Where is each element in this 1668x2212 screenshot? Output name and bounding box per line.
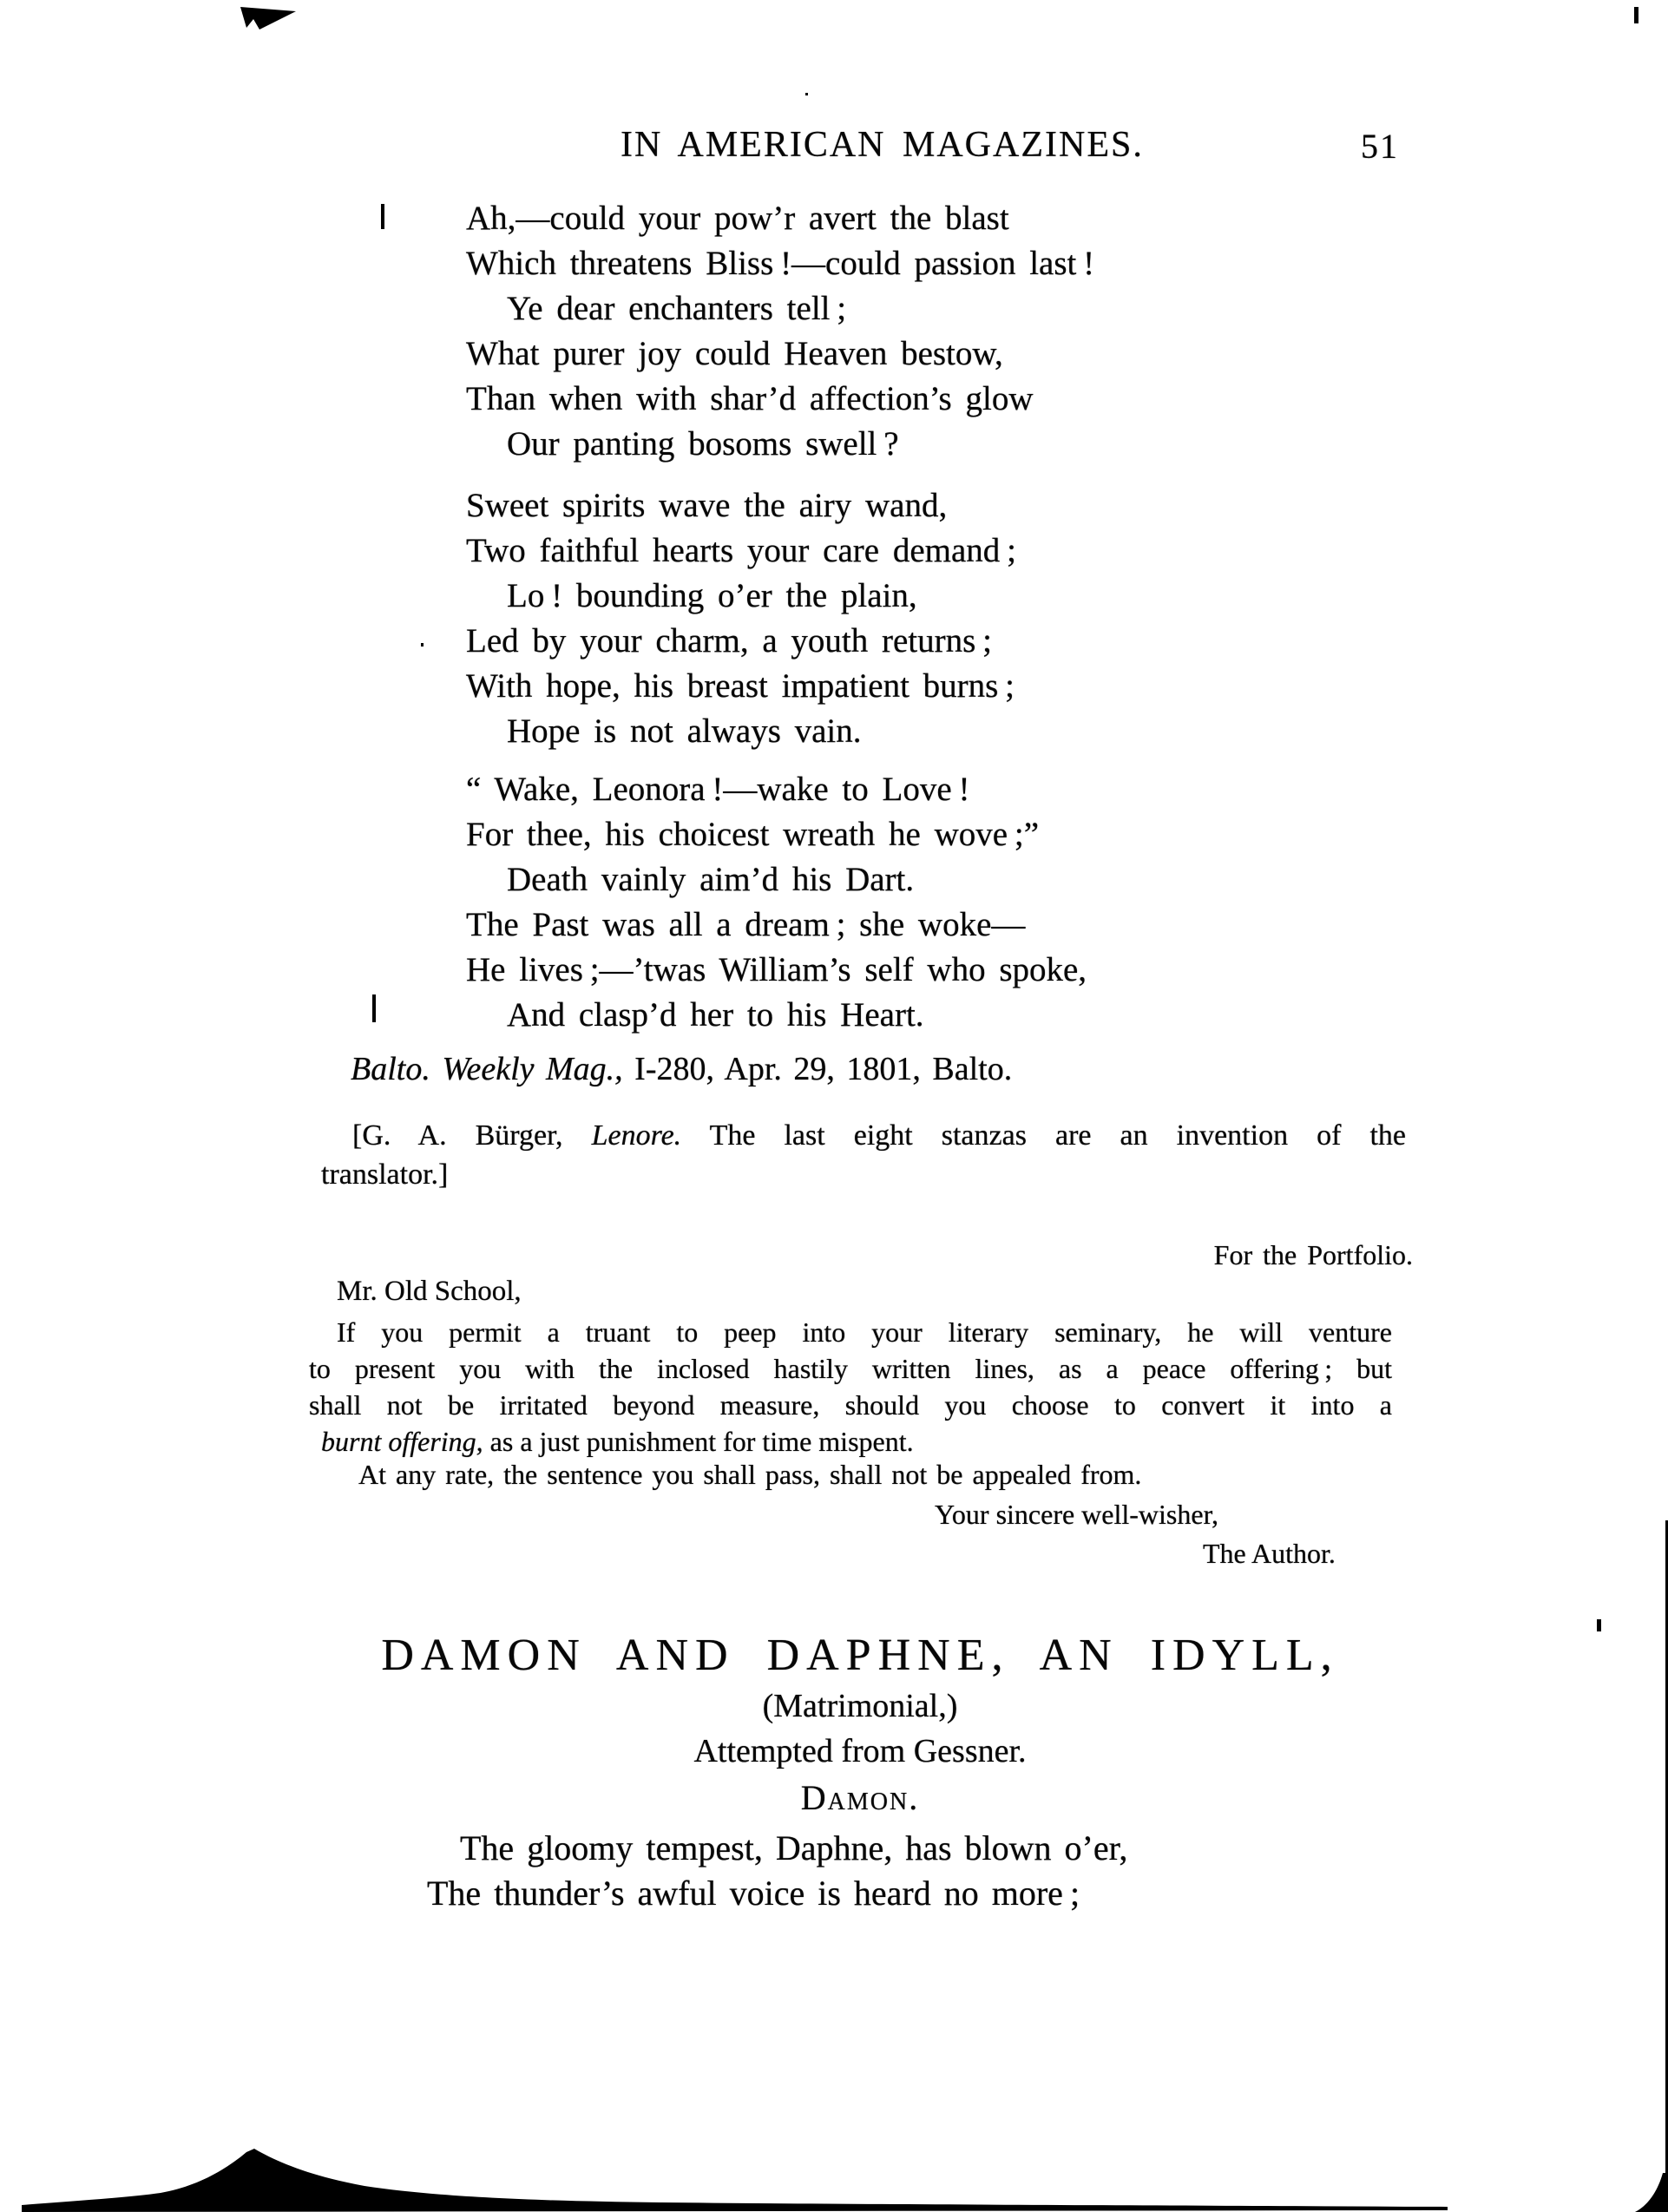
poem-line: He lives ;—’twas William’s self who spoke, <box>466 951 1087 988</box>
scan-speck-2 <box>421 643 424 647</box>
poem-line: Ah,—could your pow’r avert the blast <box>466 200 1009 237</box>
poem-line: And clasp’d her to his Heart. <box>507 996 924 1034</box>
poem-line: Sweet spirits wave the airy wand, <box>466 487 948 524</box>
poem-line: Death vainly aim’d his Dart. <box>507 861 915 898</box>
letter-signature: The Author. <box>1203 1538 1336 1569</box>
scan-tick-left-lower <box>372 994 376 1022</box>
note-work-title: Lenore. <box>591 1119 682 1152</box>
letter-postscript: At any rate, the sentence you shall pass, shall not be appealed from. <box>358 1459 1142 1490</box>
letter-line: shall not be irritated beyond measure, should you choose to convert it into a <box>309 1389 1392 1421</box>
poem-line: Led by your charm, a youth returns ; <box>466 622 992 660</box>
letter-body <box>309 1314 1392 1460</box>
scan-smudge-top-left <box>240 7 296 30</box>
poem-line: The Past was all a dream ; she woke— <box>466 906 1026 943</box>
section-attribution: Attempted from Gessner. <box>693 1733 1027 1769</box>
section-subtitle: (Matrimonial,) <box>762 1688 958 1724</box>
note-line <box>321 1116 1406 1155</box>
poem-line: Our panting bosoms swell ? <box>507 425 899 463</box>
citation-source: Balto. Weekly Mag., <box>351 1051 623 1087</box>
letter-line: to present you with the inclosed hastily written lines, as a peace offering ; but <box>309 1353 1392 1384</box>
source-citation <box>351 1050 1012 1088</box>
citation-details: I-280, Apr. 29, 1801, Balto. <box>622 1051 1013 1087</box>
poem-stanza <box>466 767 1087 1038</box>
poem-line: What purer joy could Heaven bestow, <box>466 335 1003 372</box>
letter-dateline: For the Portfolio. <box>1213 1239 1413 1270</box>
scan-corner-bottom-right <box>1635 2173 1668 2212</box>
poem-line: Lo ! bounding o’er the plain, <box>507 577 917 614</box>
speaker-heading: Damon. <box>800 1778 920 1817</box>
poem-line: Which threatens Bliss !—could passion last ! <box>466 245 1095 282</box>
letter-closing: Your sincere well-wisher, <box>935 1499 1218 1530</box>
poem-stanza <box>466 196 1094 467</box>
poem-line: Ye dear enchanters tell ; <box>507 290 847 327</box>
letter-line <box>309 1423 1392 1460</box>
poem-line: “ Wake, Leonora !—wake to Love ! <box>466 771 970 808</box>
scan-tick-top-right <box>1634 7 1638 23</box>
poem-line: Than when with shar’d affection’s glow <box>466 380 1034 417</box>
poem-line: With hope, his breast impatient burns ; <box>466 667 1015 705</box>
poem-line: For thee, his choicest wreath he wove ;” <box>466 816 1040 853</box>
poem-line: The thunder’s awful voice is heard no more ; <box>427 1874 1080 1913</box>
page-number: 51 <box>1361 127 1399 166</box>
poem-stanza <box>466 483 1016 754</box>
scan-shadow-bottom <box>22 2149 1448 2212</box>
letter-italic-phrase: burnt offering, <box>321 1426 483 1457</box>
note-text: [G. A. Bürger, <box>352 1119 592 1152</box>
letter-salutation: Mr. Old School, <box>337 1276 522 1307</box>
poem-line: Two faithful hearts your care demand ; <box>466 532 1016 569</box>
poem-line: Hope is not always vain. <box>507 712 862 750</box>
letter-line: If you permit a truant to peep into your literary seminary, he will venture <box>337 1316 1392 1348</box>
note-line: translator.] <box>321 1159 449 1191</box>
section-title: DAMON AND DAPHNE, AN IDYLL, <box>381 1631 1339 1680</box>
letter-text: as a just punishment for time mispent. <box>483 1426 914 1457</box>
running-head: IN AMERICAN MAGAZINES. <box>621 125 1144 165</box>
editorial-note <box>321 1116 1406 1194</box>
scan-speck-1 <box>805 93 808 95</box>
note-text: The last eight stanzas are an invention of the <box>681 1119 1406 1152</box>
scan-tick-left-upper <box>381 204 384 229</box>
poem-line: The gloomy tempest, Daphne, has blown o’er, <box>460 1828 1128 1867</box>
